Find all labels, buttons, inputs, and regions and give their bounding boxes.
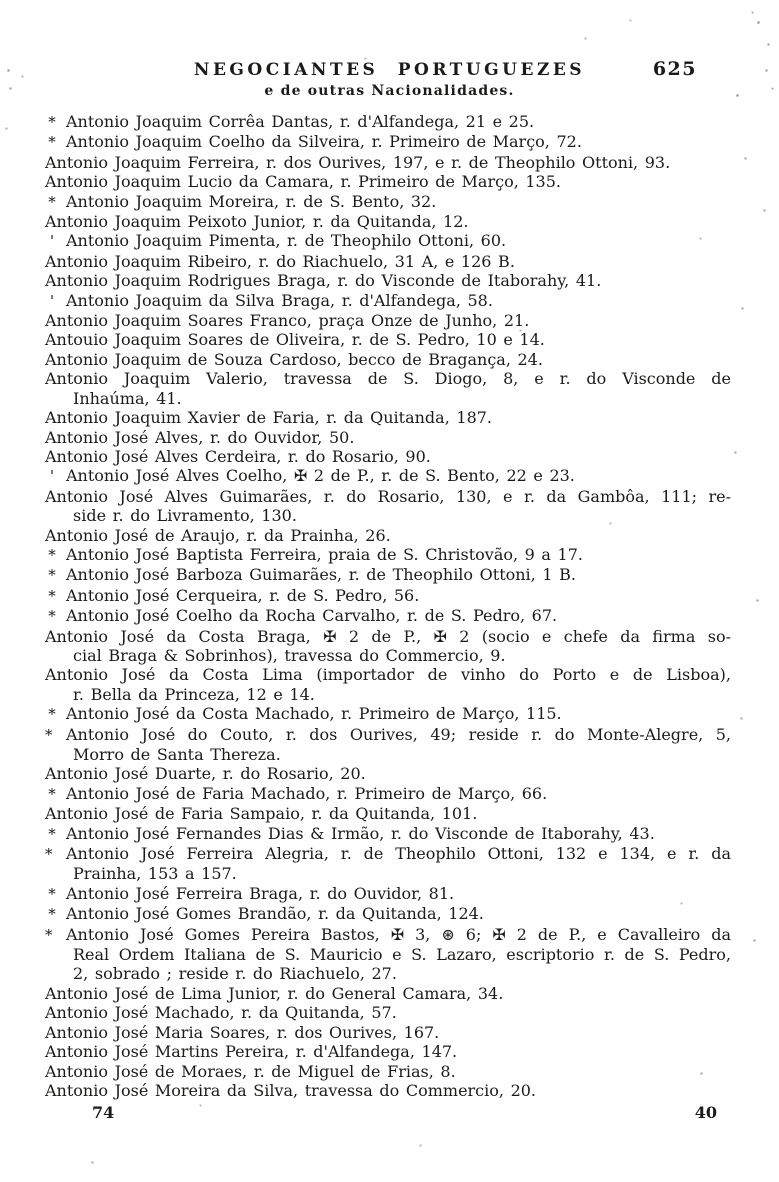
entry-star-marker: * xyxy=(48,824,56,843)
entry-line: * Antonio José Barboza Guimarães, r. de Theophilo Ottoni, 1 B. xyxy=(45,565,731,585)
directory-entry xyxy=(45,545,731,565)
entry-line: Antonio José Duarte, r. do Rosario, 20. xyxy=(45,764,366,784)
page-footer xyxy=(92,1103,717,1122)
entry-line: * Antonio José do Couto, r. dos Ourives, 49; reside r. do Monte-Alegre, 5, xyxy=(45,724,731,744)
entry-line: Antonio José Martins Pereira, r. d'Alfandega, 147. xyxy=(45,1042,458,1062)
directory-entry xyxy=(45,330,731,349)
entry-star-marker: * xyxy=(48,192,56,211)
entry-star-marker: * xyxy=(48,884,56,903)
page-number: 625 xyxy=(652,58,697,80)
directory-entry xyxy=(45,526,731,545)
directory-entry xyxy=(45,1003,731,1022)
entry-star-marker: * xyxy=(48,566,56,585)
entry-line: Antonio Joaquim Ribeiro, r. do Riachuelo, 31 A, e 126 B. xyxy=(45,251,515,271)
entry-star-marker: * xyxy=(45,925,53,944)
entry-line: Antonio Joaquim Peixoto Junior, r. da Quitanda, 12. xyxy=(45,212,469,232)
entry-line: Antonio José de Lima Junior, r. do General Camara, 34. xyxy=(45,983,504,1003)
directory-entry xyxy=(45,447,731,466)
directory-entry xyxy=(45,1062,731,1081)
entry-star-marker: * xyxy=(48,784,56,803)
directory-entry xyxy=(45,565,731,585)
entry-line: Antouio Joaquim Soares de Oliveira, r. de S. Pedro, 10 e 14. xyxy=(45,330,545,350)
entry-line: Inhaúma, 41. xyxy=(73,388,182,408)
directory-entry xyxy=(45,884,731,904)
entry-line: Antonio José Moreira da Silva, travessa do Commercio, 20. xyxy=(45,1080,537,1100)
entry-line: * Antonio José Cerqueira, r. de S. Pedro, 56. xyxy=(45,586,731,606)
directory-entry xyxy=(45,1042,731,1061)
directory-entry xyxy=(45,627,731,666)
entry-star-marker: * xyxy=(45,725,53,744)
directory-entry xyxy=(45,925,731,984)
footer-left-number: 74 xyxy=(92,1103,115,1123)
entry-line: Morro de Santa Thereza. xyxy=(73,745,281,764)
entry-line: * Antonio José Ferreira Braga, r. do Ouvidor, 81. xyxy=(45,884,731,904)
entry-line: Antonio Joaquim Xavier de Faria, r. da Quitanda, 187. xyxy=(45,408,493,428)
directory-entry xyxy=(45,824,731,844)
entry-line: * Antonio José Coelho da Rocha Carvalho, r. de S. Pedro, 67. xyxy=(45,606,731,626)
entries-list xyxy=(45,112,731,1100)
entry-line: * Antonio José Fernandes Dias & Irmão, r. do Visconde de Itaborahy, 43. xyxy=(45,824,731,844)
directory-entry xyxy=(45,192,731,212)
entry-line: Antonio José de Faria Sampaio, r. da Quitanda, 101. xyxy=(45,804,478,824)
entry-star-marker: * xyxy=(48,586,56,605)
directory-entry xyxy=(45,466,731,486)
entry-line: Antonio Joaquim Soares Franco, praça Onze de Junho, 21. xyxy=(45,311,530,331)
directory-entry xyxy=(45,904,731,924)
directory-entry xyxy=(45,665,731,704)
entry-star-marker: * xyxy=(48,607,56,626)
entry-line: Antonio José Alves, r. do Ouvidor, 50. xyxy=(45,427,355,447)
entry-line: Real Ordem Italiana de S. Mauricio e S. Lazaro, escriptorio r. de S. Pedro, xyxy=(73,945,731,965)
entry-line: * Antonio José Baptista Ferreira, praia de S. Christovão, 9 a 17. xyxy=(45,545,731,565)
entry-line: side r. do Livramento, 130. xyxy=(73,506,297,526)
directory-entry xyxy=(45,252,731,271)
directory-entry xyxy=(45,784,731,804)
entry-star-marker: * xyxy=(48,133,56,152)
entry-star-marker: * xyxy=(48,905,56,924)
entry-line: Antonio José de Araujo, r. da Prainha, 26. xyxy=(45,525,391,545)
page-header xyxy=(0,0,779,99)
footer-right-number: 40 xyxy=(694,1103,717,1123)
entry-line: Antonio José Alves Cerdeira, r. do Rosario, 90. xyxy=(45,446,431,466)
directory-entry xyxy=(45,153,731,172)
directory-entry xyxy=(45,369,731,408)
entry-line: ' Antonio Joaquim Pimenta, r. de Theophilo Ottoni, 60. xyxy=(45,231,731,251)
directory-entry xyxy=(45,586,731,606)
directory-entry xyxy=(45,704,731,724)
directory-entry xyxy=(45,1081,731,1100)
directory-entry xyxy=(45,112,731,132)
entry-line: Antonio José Alves Guimarães, r. do Rosario, 130, e r. da Gambôa, 111; re- xyxy=(45,486,731,506)
directory-entry xyxy=(45,764,731,783)
entry-line: Antonio José da Costa Braga, ✠ 2 de P., ✠ 2 (socio e chefe da firma so- xyxy=(45,626,731,646)
entry-star-marker: ' xyxy=(49,291,55,310)
entry-line: Antonio José Maria Soares, r. dos Ourives, 167. xyxy=(45,1022,440,1042)
directory-entry xyxy=(45,132,731,152)
entry-line: * Antonio Joaquim Corrêa Dantas, r. d'Alfandega, 21 e 25. xyxy=(45,112,731,132)
entry-star-marker: * xyxy=(48,545,56,564)
directory-entry xyxy=(45,350,731,369)
directory-entry xyxy=(45,606,731,626)
section-subtitle: e de outras Nacionalidades. xyxy=(264,83,515,99)
entry-star-marker: * xyxy=(48,113,56,131)
directory-entry xyxy=(45,844,731,884)
entry-line: Prainha, 153 a 157. xyxy=(73,864,237,884)
entry-line: * Antonio José Ferreira Alegria, r. de Theophilo Ottoni, 132 e 134, e r. da xyxy=(45,844,731,864)
directory-entry xyxy=(45,804,731,823)
entry-line: Antonio José de Moraes, r. de Miguel de Frias, 8. xyxy=(45,1061,456,1081)
entry-line: * Antonio José de Faria Machado, r. Primeiro de Março, 66. xyxy=(45,784,731,804)
entry-star-marker: ' xyxy=(49,467,55,486)
directory-entry xyxy=(45,212,731,231)
entry-star-marker: * xyxy=(48,705,56,724)
entry-line: * Antonio Joaquim Moreira, r. de S. Bento, 32. xyxy=(45,192,731,212)
entry-line: * Antonio José Gomes Brandão, r. da Quitanda, 124. xyxy=(45,904,731,924)
entry-line: ' Antonio José Alves Coelho, ✠ 2 de P., r. de S. Bento, 22 e 23. xyxy=(45,466,731,486)
entry-star-marker: * xyxy=(45,845,53,864)
directory-entry xyxy=(45,408,731,427)
directory-entry xyxy=(45,291,731,311)
directory-entry xyxy=(45,172,731,191)
entry-line: Antonio Joaquim de Souza Cardoso, becco de Bragança, 24. xyxy=(45,349,543,369)
directory-entry xyxy=(45,984,731,1003)
directory-entry xyxy=(45,487,731,526)
entry-line: r. Bella da Princeza, 12 e 14. xyxy=(73,684,315,704)
directory-entry xyxy=(45,1023,731,1042)
entry-line: ' Antonio Joaquim da Silva Braga, r. d'Alfandega, 58. xyxy=(45,291,731,311)
directory-entry xyxy=(45,428,731,447)
entry-line: cial Braga & Sobrinhos), travessa do Commercio, 9. xyxy=(73,645,506,665)
entry-line: * Antonio Joaquim Coelho da Silveira, r. Primeiro de Março, 72. xyxy=(45,132,731,152)
directory-entry xyxy=(45,311,731,330)
entry-line: Antonio Joaquim Lucio da Camara, r. Primeiro de Março, 135. xyxy=(45,172,561,192)
entry-line: Antonio Joaquim Rodrigues Braga, r. do Visconde de Itaborahy, 41. xyxy=(45,271,602,291)
entry-line: Antonio José Machado, r. da Quitanda, 57. xyxy=(45,1003,397,1023)
entry-line: Antonio Joaquim Ferreira, r. dos Ourives, 197, e r. de Theophilo Ottoni, 93. xyxy=(45,152,671,172)
entry-line: * Antonio José da Costa Machado, r. Primeiro de Março, 115. xyxy=(45,704,731,724)
entry-line: Antonio José da Costa Lima (importador de vinho do Porto e de Lisboa), xyxy=(45,665,731,685)
entry-line: * Antonio José Gomes Pereira Bastos, ✠ 3, ⊛ 6; ✠ 2 de P., e Cavalleiro da xyxy=(45,924,731,944)
entry-line: Antonio Joaquim Valerio, travessa de S. Diogo, 8, e r. do Visconde de xyxy=(45,369,731,389)
directory-entry xyxy=(45,231,731,251)
directory-entry xyxy=(45,725,731,765)
entry-line: 2, sobrado ; reside r. do Riachuelo, 27. xyxy=(73,964,397,984)
directory-entry xyxy=(45,271,731,290)
entry-star-marker: ' xyxy=(49,232,55,251)
section-title: NEGOCIANTES PORTUGUEZES xyxy=(193,60,586,80)
